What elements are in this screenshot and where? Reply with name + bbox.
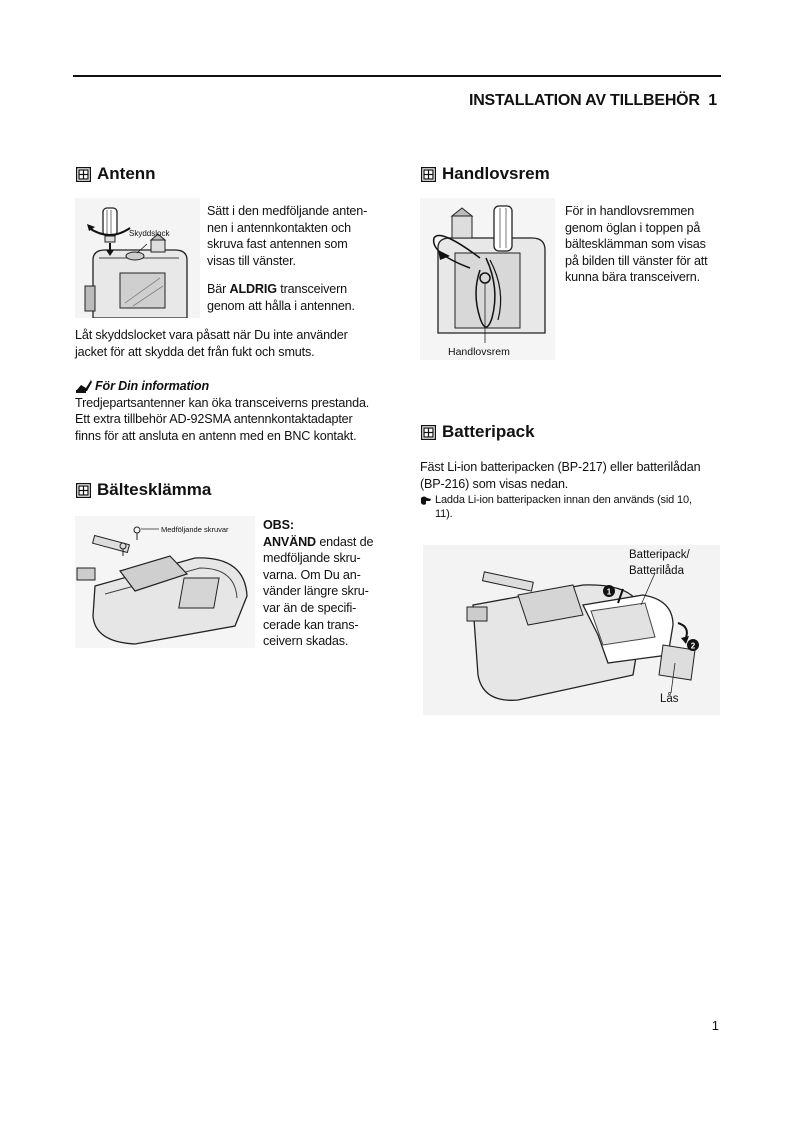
text-line: vänder längre skru- <box>263 584 369 599</box>
text-line: Låt skyddslocket vara påsatt när Du inte använder <box>75 328 348 342</box>
text-line: på bilden till vänster för att <box>565 253 708 268</box>
step-1-marker: 1 <box>606 587 612 597</box>
section-icon <box>76 167 91 182</box>
info-title: För Din information <box>95 379 209 393</box>
hand-strap-illustration <box>420 198 555 360</box>
section-icon <box>421 425 436 440</box>
step-2-marker: 2 <box>690 641 696 651</box>
strap-title: Handlovsrem <box>442 164 550 183</box>
page-number: 1 <box>711 1018 719 1033</box>
battery-heading <box>421 422 535 442</box>
antenn-paragraph-3 <box>75 327 348 360</box>
header-title: INSTALLATION AV TILLBEHÖR <box>468 92 700 109</box>
belt-title: Bältesklämma <box>97 480 212 499</box>
text-line: genom öglan i toppen på <box>565 220 701 235</box>
battery-title: Batteripack <box>442 422 535 441</box>
text-line <box>207 281 355 298</box>
text-line: skruva fast antennen som <box>207 237 348 252</box>
belt-obs-note <box>263 517 373 650</box>
text-line: (BP-216) som visas nedan. <box>420 476 569 491</box>
belt-fig-label: Medföljande skruvar <box>161 525 229 534</box>
text-span: transceivern <box>276 282 348 296</box>
hand-pointer-icon <box>420 495 432 506</box>
header-rule <box>73 75 721 77</box>
text-span: endast de <box>315 534 374 549</box>
antenn-paragraph-2 <box>207 281 355 314</box>
text-line: nen i antennkontakten och <box>207 220 351 235</box>
page-header <box>469 92 717 110</box>
obs-label: OBS: <box>263 518 294 532</box>
strap-paragraph <box>565 203 708 286</box>
text-line: Fäst Li-ion batteripacken (BP-217) eller batterilådan <box>420 460 701 474</box>
battery-paragraph <box>420 459 700 492</box>
text-line: Tredjepartsantenner kan öka transceiverns prestanda. <box>75 395 370 410</box>
text-line: var än de specifi- <box>263 600 357 615</box>
battery-fig-label-1: Batteripack/ <box>629 549 690 561</box>
warning-bold: ALDRIG <box>229 282 277 296</box>
text-line: varna. Om Du an- <box>263 567 361 582</box>
info-title-row <box>75 378 369 395</box>
text-line: Ett extra tillbehör AD-92SMA antennkontaktadapter <box>75 412 353 427</box>
text-line: visas till vänster. <box>207 253 296 268</box>
antenna-illustration <box>75 198 200 318</box>
text-line: medföljande skru- <box>263 551 361 566</box>
text-line: 11). <box>435 508 453 520</box>
battery-note <box>420 493 692 521</box>
text-line: cerade kan trans- <box>263 617 359 632</box>
text-line: jacket för att skydda det från fukt och smuts. <box>75 344 315 359</box>
battery-illustration <box>423 545 720 715</box>
text-line: Ladda Li-ion batteripacken innan den används (sid 10, <box>435 494 692 506</box>
section-icon <box>76 483 91 498</box>
text-line: bältesklämman som visas <box>565 237 706 252</box>
text-line: ceivern skadas. <box>263 634 349 649</box>
text-line: genom att hålla i antennen. <box>207 298 355 313</box>
text-line: Sätt i den medföljande anten- <box>207 204 368 218</box>
section-icon <box>421 167 436 182</box>
info-box <box>75 378 369 444</box>
lock-fig-label: Lås <box>660 693 679 705</box>
strap-fig-label: Handlovsrem <box>448 346 510 358</box>
warning-bold: ANVÄND <box>263 534 316 549</box>
text-line <box>263 534 373 551</box>
antenn-paragraph-1 <box>207 203 367 269</box>
belt-heading <box>76 480 211 500</box>
battery-fig-label-2: Batterilåda <box>629 565 684 577</box>
chapter-number: 1 <box>708 92 717 109</box>
text-line: finns för att ansluta en antenn med en BNC kontakt. <box>75 428 357 443</box>
belt-clip-illustration <box>75 516 255 648</box>
text-line: kunna bära transceivern. <box>565 270 701 285</box>
antenna-fig-label: Skyddslock <box>129 229 170 238</box>
antenn-heading <box>76 164 156 184</box>
note-row <box>420 493 692 521</box>
pencil-hand-icon <box>75 379 93 393</box>
strap-heading <box>421 164 550 184</box>
antenn-title: Antenn <box>97 164 156 183</box>
text-line: För in handlovsremmen <box>565 204 695 218</box>
text-span: Bär <box>207 282 230 296</box>
